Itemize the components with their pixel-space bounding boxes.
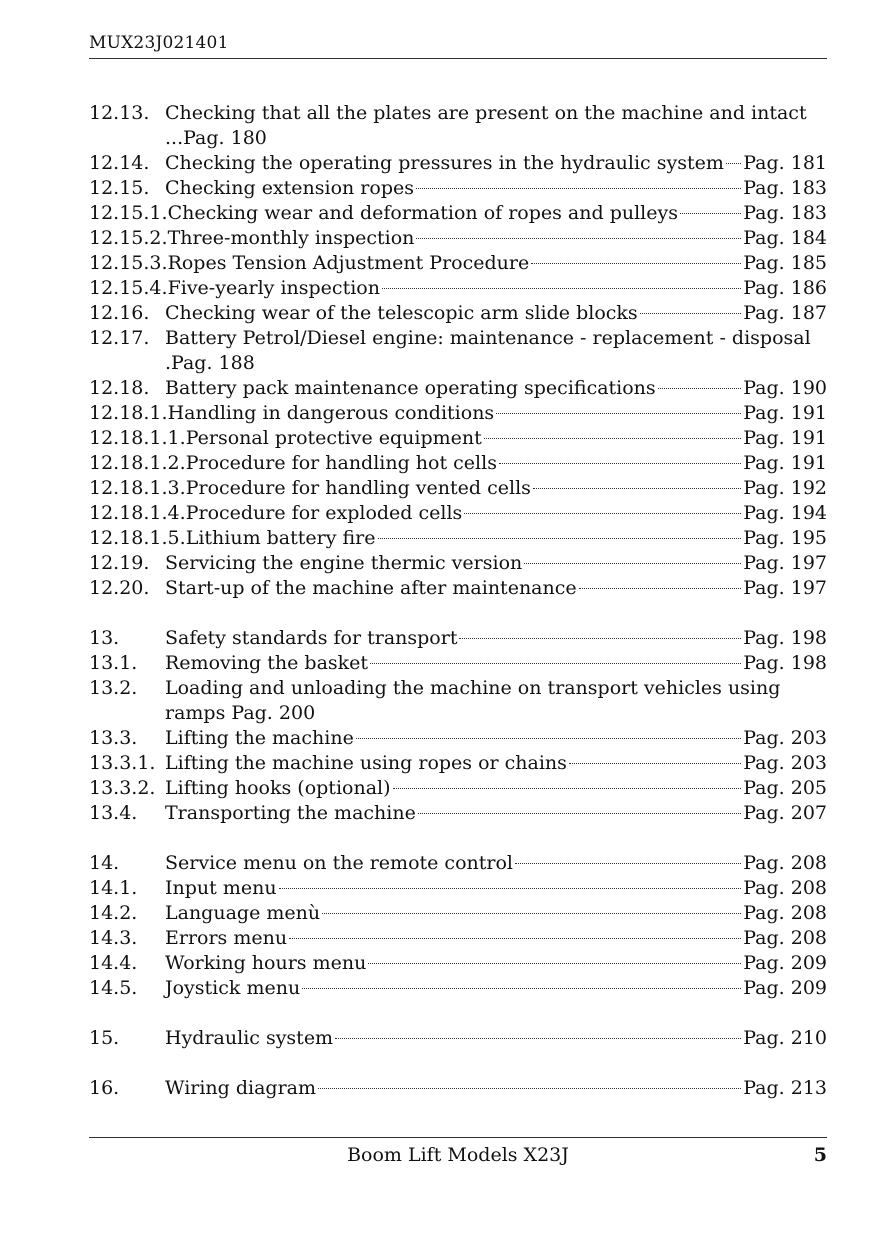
toc-entry-number: 12.15.1. xyxy=(89,202,168,224)
toc-entry-number: 12.13. xyxy=(89,102,150,124)
toc-entry-page: Pag. 209 xyxy=(743,952,827,974)
dot-leader xyxy=(484,438,741,439)
toc-entry-page: Pag. 200 xyxy=(231,702,316,724)
toc-entry-number: 12.18. xyxy=(89,377,150,399)
dot-leader xyxy=(499,463,741,464)
toc-entry-page: Pag. 191 xyxy=(743,402,827,424)
dot-leader xyxy=(533,488,741,489)
dot-leader xyxy=(640,313,742,314)
toc-entry[interactable] xyxy=(89,226,827,251)
toc-entry-body xyxy=(165,926,827,951)
toc-entry-body xyxy=(186,501,827,526)
toc-entry[interactable] xyxy=(89,101,827,151)
toc-entry-page: Pag. 185 xyxy=(743,252,827,274)
toc-entry[interactable] xyxy=(89,751,827,776)
toc-entry-title: Battery Petrol/Diesel engine: maintenance - replacement - disposal . xyxy=(165,327,811,374)
toc-entry-number: 14.3. xyxy=(89,927,138,949)
toc-entry-number: 12.18.1.5. xyxy=(89,527,186,549)
dot-leader xyxy=(658,388,742,389)
toc-entry-page: Pag. 213 xyxy=(743,1077,827,1099)
dot-leader xyxy=(515,863,741,864)
toc-entry-body xyxy=(165,901,827,926)
toc-entry-body xyxy=(165,326,827,376)
toc-entry[interactable] xyxy=(89,451,827,476)
toc-entry-body xyxy=(186,426,827,451)
toc-entry-page: Pag. 197 xyxy=(743,552,827,574)
document-code: MUX23J021401 xyxy=(89,33,229,53)
toc-entry-number: 14. xyxy=(89,852,120,874)
toc-entry[interactable] xyxy=(89,651,827,676)
toc-entry-title: Loading and unloading the machine on transport vehicles using ramps xyxy=(165,677,781,724)
toc-entry-body xyxy=(165,151,827,176)
dot-leader xyxy=(322,913,741,914)
toc-entry-number: 12.18.1.4. xyxy=(89,502,186,524)
toc-entry-number: 13.3. xyxy=(89,727,138,749)
toc-entry-body xyxy=(165,801,827,826)
toc-entry-page: Pag. 186 xyxy=(743,277,827,299)
toc-entry[interactable] xyxy=(89,676,827,726)
toc-entry-title: Errors menu xyxy=(165,927,288,949)
toc-entry-body xyxy=(186,476,827,501)
toc-entry[interactable] xyxy=(89,401,827,426)
toc-entry[interactable] xyxy=(89,951,827,976)
toc-entry[interactable] xyxy=(89,776,827,801)
toc-entry[interactable] xyxy=(89,501,827,526)
toc-entry-page: Pag. 181 xyxy=(743,152,827,174)
toc-entry-page: Pag. 203 xyxy=(743,727,827,749)
toc-entry-title: Ropes Tension Adjustment Procedure xyxy=(167,252,530,274)
toc-entry-body xyxy=(165,376,827,401)
toc-entry-number: 12.16. xyxy=(89,302,150,324)
toc-entry-title: Procedure for exploded cells xyxy=(185,502,463,524)
toc-entry-body xyxy=(165,951,827,976)
toc-entry-page: Pag. 190 xyxy=(743,377,827,399)
toc-entry-body xyxy=(165,551,827,576)
toc-entry[interactable] xyxy=(89,426,827,451)
page-footer xyxy=(89,1137,827,1178)
toc-entry-page: Pag. 208 xyxy=(743,902,827,924)
toc-entry-page: Pag. 208 xyxy=(743,927,827,949)
dot-leader xyxy=(579,588,742,589)
toc-entry[interactable] xyxy=(89,976,827,1001)
toc-entry-page: Pag. 194 xyxy=(743,502,827,524)
toc-entry-title: Personal protective equipment xyxy=(185,427,482,449)
toc-entry-number: 14.5. xyxy=(89,977,138,999)
toc-entry[interactable] xyxy=(89,201,827,226)
toc-entry-title: Start-up of the machine after maintenance xyxy=(165,577,577,599)
toc-entry-title: Working hours menu xyxy=(165,952,367,974)
toc-entry-body xyxy=(165,576,827,601)
toc-entry[interactable] xyxy=(89,726,827,751)
toc-entry-body xyxy=(165,301,827,326)
toc-entry-number: 12.18.1.2. xyxy=(89,452,186,474)
dot-leader xyxy=(416,188,741,189)
dot-leader xyxy=(416,238,741,239)
toc-entry-body xyxy=(165,776,827,801)
toc-entry-number: 14.1. xyxy=(89,877,138,899)
toc-entry-page: Pag. 207 xyxy=(743,802,827,824)
dot-leader xyxy=(279,888,742,889)
dot-leader xyxy=(459,638,741,639)
dot-leader xyxy=(335,1038,741,1039)
toc-entry-title: Safety standards for transport xyxy=(165,627,458,649)
toc-entry-title: Hydraulic system xyxy=(165,1027,334,1049)
toc-entry-number: 12.15. xyxy=(89,177,150,199)
footer-title: Boom Lift Models X23J xyxy=(347,1144,569,1166)
toc-entry-title: Lifting the machine using ropes or chains xyxy=(165,752,567,774)
toc-entry-title: Procedure for handling hot cells xyxy=(185,452,497,474)
dot-leader xyxy=(418,813,741,814)
toc-entry-page: Pag. 192 xyxy=(743,477,827,499)
dot-leader xyxy=(382,288,741,289)
dot-leader xyxy=(680,213,741,214)
toc-entry[interactable] xyxy=(89,176,827,201)
toc-entry-title: Lifting hooks (optional) xyxy=(165,777,391,799)
toc-entry-title: Service menu on the remote control xyxy=(165,852,513,874)
toc-entry[interactable] xyxy=(89,901,827,926)
dot-leader xyxy=(368,963,741,964)
toc-entry-body xyxy=(165,751,827,776)
toc-entry-title: Battery pack maintenance operating specifications xyxy=(165,377,656,399)
dot-leader xyxy=(726,163,741,164)
toc-entry-number: 12.15.4. xyxy=(89,277,168,299)
toc-entry[interactable] xyxy=(89,251,827,276)
toc-entry[interactable] xyxy=(89,326,827,376)
toc-entry[interactable] xyxy=(89,1026,827,1051)
toc-entry-body xyxy=(165,651,827,676)
toc-entry-body xyxy=(165,676,827,726)
toc-entry-number: 12.18.1.3. xyxy=(89,477,186,499)
toc-entry-body xyxy=(168,226,827,251)
toc-entry-title: Procedure for handling vented cells xyxy=(185,477,531,499)
toc-entry-number: 15. xyxy=(89,1027,120,1049)
toc-entry-body xyxy=(165,726,827,751)
toc-entry-number: 16. xyxy=(89,1077,120,1099)
dot-leader xyxy=(496,413,741,414)
toc-entry-page: Pag. 208 xyxy=(743,852,827,874)
toc-entry[interactable] xyxy=(89,551,827,576)
toc-entry-title: Lithium battery fire xyxy=(185,527,376,549)
toc-entry-body xyxy=(165,626,827,651)
table-of-contents xyxy=(89,101,827,1101)
toc-entry-number: 12.20. xyxy=(89,577,150,599)
toc-entry-page: Pag. 187 xyxy=(743,302,827,324)
toc-entry-body xyxy=(168,276,827,301)
toc-entry-number: 13.3.2. xyxy=(89,777,156,799)
toc-entry[interactable] xyxy=(89,476,827,501)
dot-leader xyxy=(464,513,741,514)
toc-entry-title: Three-monthly inspection xyxy=(167,227,415,249)
toc-entry-body xyxy=(186,526,827,551)
toc-entry-page: Pag. 210 xyxy=(743,1027,827,1049)
toc-entry-number: 14.4. xyxy=(89,952,138,974)
toc-entry-number: 12.18.1.1. xyxy=(89,427,186,449)
toc-entry-title: Removing the basket xyxy=(165,652,369,674)
toc-entry-number: 12.14. xyxy=(89,152,150,174)
toc-entry-title: Servicing the engine thermic version xyxy=(165,552,523,574)
dot-leader xyxy=(378,538,742,539)
toc-entry-title: Transporting the machine xyxy=(165,802,416,824)
toc-entry-page: Pag. 188 xyxy=(171,352,255,374)
toc-entry-body xyxy=(165,976,827,1001)
toc-entry[interactable] xyxy=(89,276,827,301)
toc-entry-title: Wiring diagram xyxy=(165,1077,317,1099)
toc-entry-number: 13. xyxy=(89,627,120,649)
toc-entry-page: Pag. 203 xyxy=(743,752,827,774)
toc-entry-number: 14.2. xyxy=(89,902,138,924)
toc-entry-title: Checking wear and deformation of ropes and pulleys xyxy=(167,202,678,224)
toc-entry[interactable] xyxy=(89,851,827,876)
dot-leader xyxy=(318,1088,741,1089)
dot-leader xyxy=(356,738,741,739)
toc-entry-number: 12.19. xyxy=(89,552,150,574)
page-number: 5 xyxy=(813,1144,827,1166)
toc-entry-page: Pag. 191 xyxy=(743,452,827,474)
dot-leader xyxy=(302,988,741,989)
toc-entry-number: 13.4. xyxy=(89,802,138,824)
toc-entry-number: 13.3.1. xyxy=(89,752,156,774)
toc-entry-page: Pag. 209 xyxy=(743,977,827,999)
toc-entry-title: Checking that all the plates are present on the machine and intact ... xyxy=(165,102,807,149)
toc-entry-body xyxy=(165,176,827,201)
toc-entry-title: Checking the operating pressures in the hydraulic system xyxy=(165,152,724,174)
dot-leader xyxy=(393,788,742,789)
toc-entry-body xyxy=(186,451,827,476)
group-spacer xyxy=(89,826,827,851)
toc-entry-body xyxy=(168,401,827,426)
toc-entry-title: Handling in dangerous conditions xyxy=(167,402,495,424)
toc-entry[interactable] xyxy=(89,301,827,326)
toc-entry-title: Checking extension ropes xyxy=(165,177,414,199)
toc-entry-page: Pag. 195 xyxy=(743,527,827,549)
toc-entry-body xyxy=(165,1026,827,1051)
toc-entry-title: Lifting the machine xyxy=(165,727,354,749)
toc-entry-page: Pag. 191 xyxy=(743,427,827,449)
toc-entry[interactable] xyxy=(89,526,827,551)
toc-entry[interactable] xyxy=(89,876,827,901)
dot-leader xyxy=(524,563,741,564)
toc-entry[interactable] xyxy=(89,801,827,826)
toc-entry[interactable] xyxy=(89,151,827,176)
toc-entry-title: Joystick menu xyxy=(165,977,301,999)
toc-entry[interactable] xyxy=(89,1076,827,1101)
toc-entry[interactable] xyxy=(89,626,827,651)
toc-entry-number: 13.2. xyxy=(89,677,138,699)
toc-entry-page: Pag. 208 xyxy=(743,877,827,899)
toc-entry-title: Language menù xyxy=(165,902,321,924)
toc-entry-number: 13.1. xyxy=(89,652,138,674)
toc-entry-page: Pag. 205 xyxy=(743,777,827,799)
dot-leader xyxy=(531,263,741,264)
group-spacer xyxy=(89,1001,827,1026)
toc-entry[interactable] xyxy=(89,576,827,601)
page-header xyxy=(89,30,827,59)
toc-entry[interactable] xyxy=(89,926,827,951)
toc-entry-page: Pag. 183 xyxy=(743,177,827,199)
toc-entry-page: Pag. 197 xyxy=(743,577,827,599)
toc-entry-number: 12.18.1. xyxy=(89,402,168,424)
toc-entry-page: Pag. 198 xyxy=(743,652,827,674)
toc-entry-page: Pag. 183 xyxy=(743,202,827,224)
dot-leader xyxy=(289,938,741,939)
toc-entry-body xyxy=(165,876,827,901)
toc-entry[interactable] xyxy=(89,376,827,401)
dot-leader xyxy=(569,763,741,764)
toc-entry-body xyxy=(165,101,827,151)
toc-entry-number: 12.17. xyxy=(89,327,150,349)
group-spacer xyxy=(89,1051,827,1076)
toc-entry-number: 12.15.2. xyxy=(89,227,168,249)
toc-entry-title: Input menu xyxy=(165,877,277,899)
toc-entry-page: Pag. 184 xyxy=(743,227,827,249)
toc-entry-body xyxy=(168,201,827,226)
dot-leader xyxy=(370,663,741,664)
toc-entry-title: Checking wear of the telescopic arm slide blocks xyxy=(165,302,638,324)
toc-entry-body xyxy=(168,251,827,276)
toc-entry-page: Pag. 180 xyxy=(183,127,267,149)
toc-entry-title: Five-yearly inspection xyxy=(167,277,380,299)
group-spacer xyxy=(89,601,827,626)
toc-entry-body xyxy=(165,851,827,876)
toc-entry-number: 12.15.3. xyxy=(89,252,168,274)
toc-entry-page: Pag. 198 xyxy=(743,627,827,649)
toc-entry-body xyxy=(165,1076,827,1101)
